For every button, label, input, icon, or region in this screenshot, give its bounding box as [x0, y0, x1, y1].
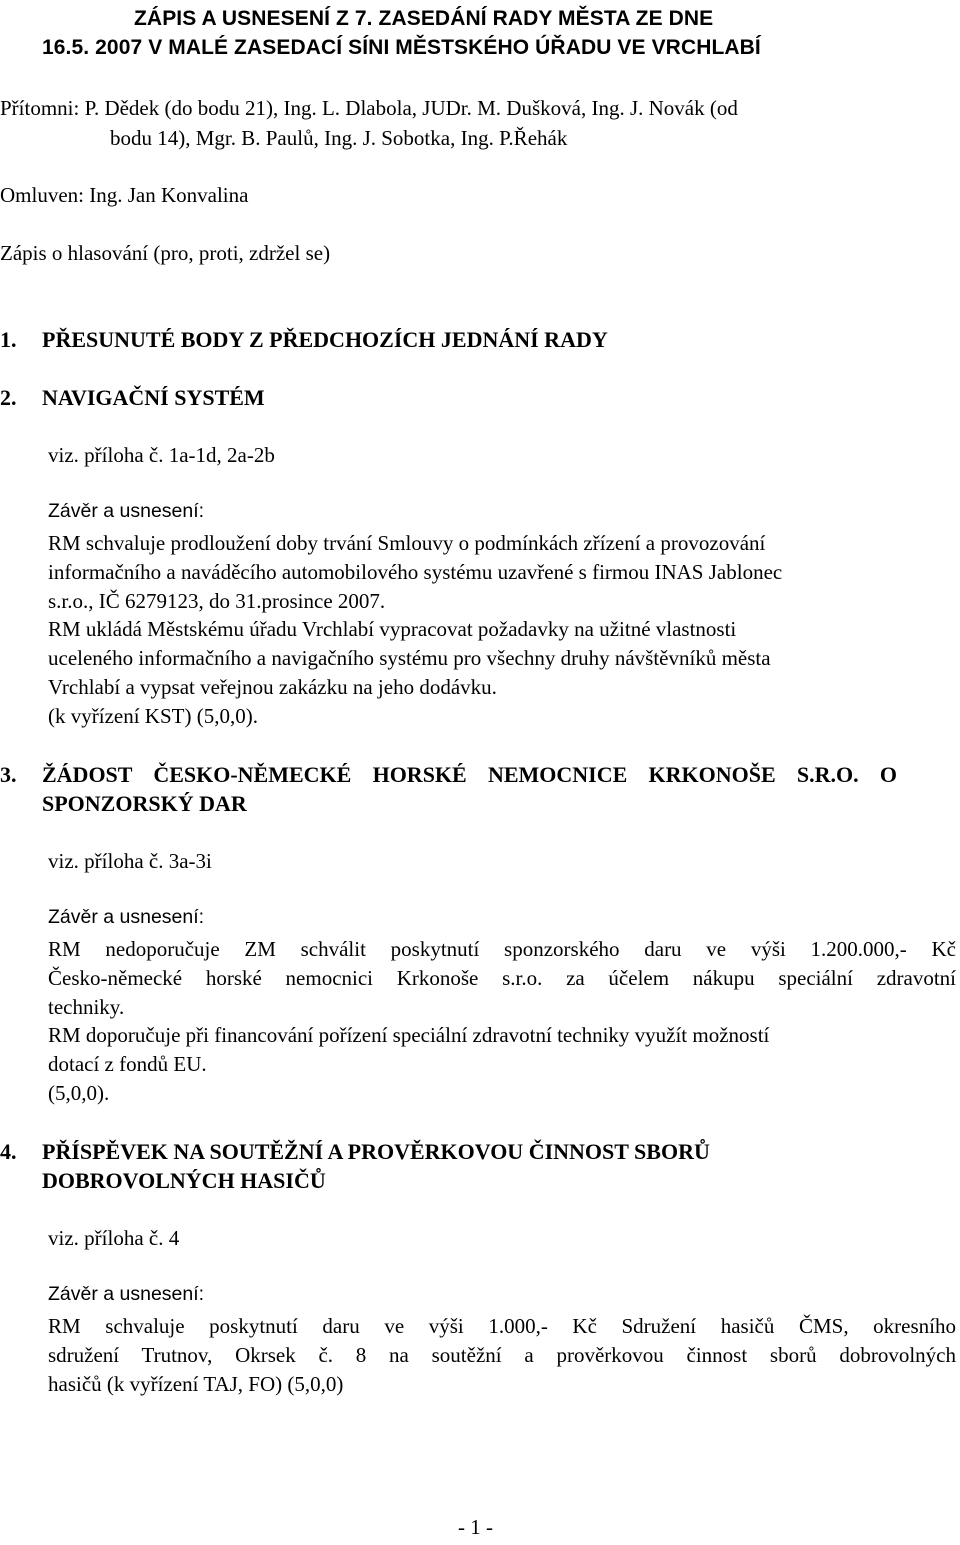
section-2-line-5: uceleného informačního a navigačního systému pro všechny druhy návštěvníků města	[48, 646, 771, 670]
section-3-line-5: dotací z fondů EU.	[48, 1052, 207, 1076]
excused-line: Omluven: Ing. Jan Konvalina	[0, 183, 249, 207]
section-2-line-2: informačního a naváděcího automobilového systému uzavřené s firmou INAS Jablonec	[48, 560, 783, 584]
present-line-2: bodu 14), Mgr. B. Paulů, Ing. J. Sobotka, Ing. P.Řehák	[110, 126, 568, 150]
section-3-line-2: Česko-německé horské nemocnici Krkonoše s.r.o. za účelem nákupu speciální zdravotní	[48, 966, 956, 990]
section-4-title-line-1: PŘÍSPĚVEK NA SOUTĚŽNÍ A PROVĚRKOVOU ČINNOST SBORŮ	[42, 1139, 710, 1164]
voting-note: Zápis o hlasování (pro, proti, zdržel se)	[0, 241, 331, 265]
section-2-line-6: Vrchlabí a vypsat veřejnou zakázku na jeho dodávku.	[48, 675, 497, 699]
section-3-line-1: RM nedoporučuje ZM schválit poskytnutí sponzorského daru ve výši 1.200.000,- Kč	[48, 937, 956, 961]
section-3-line-6: (5,0,0).	[48, 1081, 110, 1105]
section-4-line-3: hasičů (k vyřízení TAJ, FO) (5,0,0)	[48, 1372, 344, 1396]
section-3-attachment: viz. příloha č. 3a-3i	[48, 849, 212, 873]
section-2-title: NAVIGAČNÍ SYSTÉM	[42, 385, 265, 410]
document-title-line-2: 16.5. 2007 V MALÉ ZASEDACÍ SÍNI MĚSTSKÉHO ÚŘADU VE VRCHLABÍ	[42, 36, 761, 59]
section-4-line-1: RM schvaluje poskytnutí daru ve výši 1.000,- Kč Sdružení hasičů ČMS, okresního	[48, 1314, 956, 1338]
section-3-resolution-label: Závěr a usnesení:	[48, 906, 205, 928]
section-3-line-3: techniky.	[48, 995, 125, 1019]
section-4-resolution-label: Závěr a usnesení:	[48, 1283, 205, 1305]
section-3-line-4: RM doporučuje při financování pořízení speciální zdravotní techniky využít možností	[48, 1023, 770, 1047]
section-4-number: 4.	[0, 1139, 17, 1164]
section-2-line-4: RM ukládá Městskému úřadu Vrchlabí vypracovat požadavky na užitné vlastnosti	[48, 617, 737, 641]
section-1-number: 1.	[0, 327, 17, 352]
section-2-attachment: viz. příloha č. 1a-1d, 2a-2b	[48, 443, 275, 467]
section-1-title: PŘESUNUTÉ BODY Z PŘEDCHOZÍCH JEDNÁNÍ RADY	[42, 327, 608, 352]
section-4-title-line-2: DOBROVOLNÝCH HASIČŮ	[42, 1168, 326, 1193]
section-4-line-2: sdružení Trutnov, Okrsek č. 8 na soutěžní a prověrkovou činnost sborů dobrovolných	[48, 1343, 956, 1367]
section-2-resolution-label: Závěr a usnesení:	[48, 500, 205, 522]
document-title-line-1: ZÁPIS A USNESENÍ Z 7. ZASEDÁNÍ RADY MĚSTA ZE DNE	[134, 7, 714, 30]
page-number: - 1 -	[458, 1515, 493, 1539]
present-line-1: Přítomni: P. Dědek (do bodu 21), Ing. L. Dlabola, JUDr. M. Dušková, Ing. J. Novák (od	[0, 96, 738, 120]
section-2-number: 2.	[0, 385, 17, 410]
section-2-line-3: s.r.o., IČ 6279123, do 31.prosince 2007.	[48, 589, 386, 613]
section-2-line-1: RM schvaluje prodloužení doby trvání Smlouvy o podmínkách zřízení a provozování	[48, 531, 766, 555]
section-2-line-7: (k vyřízení KST) (5,0,0).	[48, 704, 258, 728]
section-3-title-line-2: SPONZORSKÝ DAR	[42, 791, 247, 816]
section-3-title-line-1: ŽÁDOST ČESKO-NĚMECKÉ HORSKÉ NEMOCNICE KRKONOŠE S.R.O. O	[42, 762, 897, 787]
section-4-attachment: viz. příloha č. 4	[48, 1226, 180, 1250]
section-3-number: 3.	[0, 762, 17, 787]
